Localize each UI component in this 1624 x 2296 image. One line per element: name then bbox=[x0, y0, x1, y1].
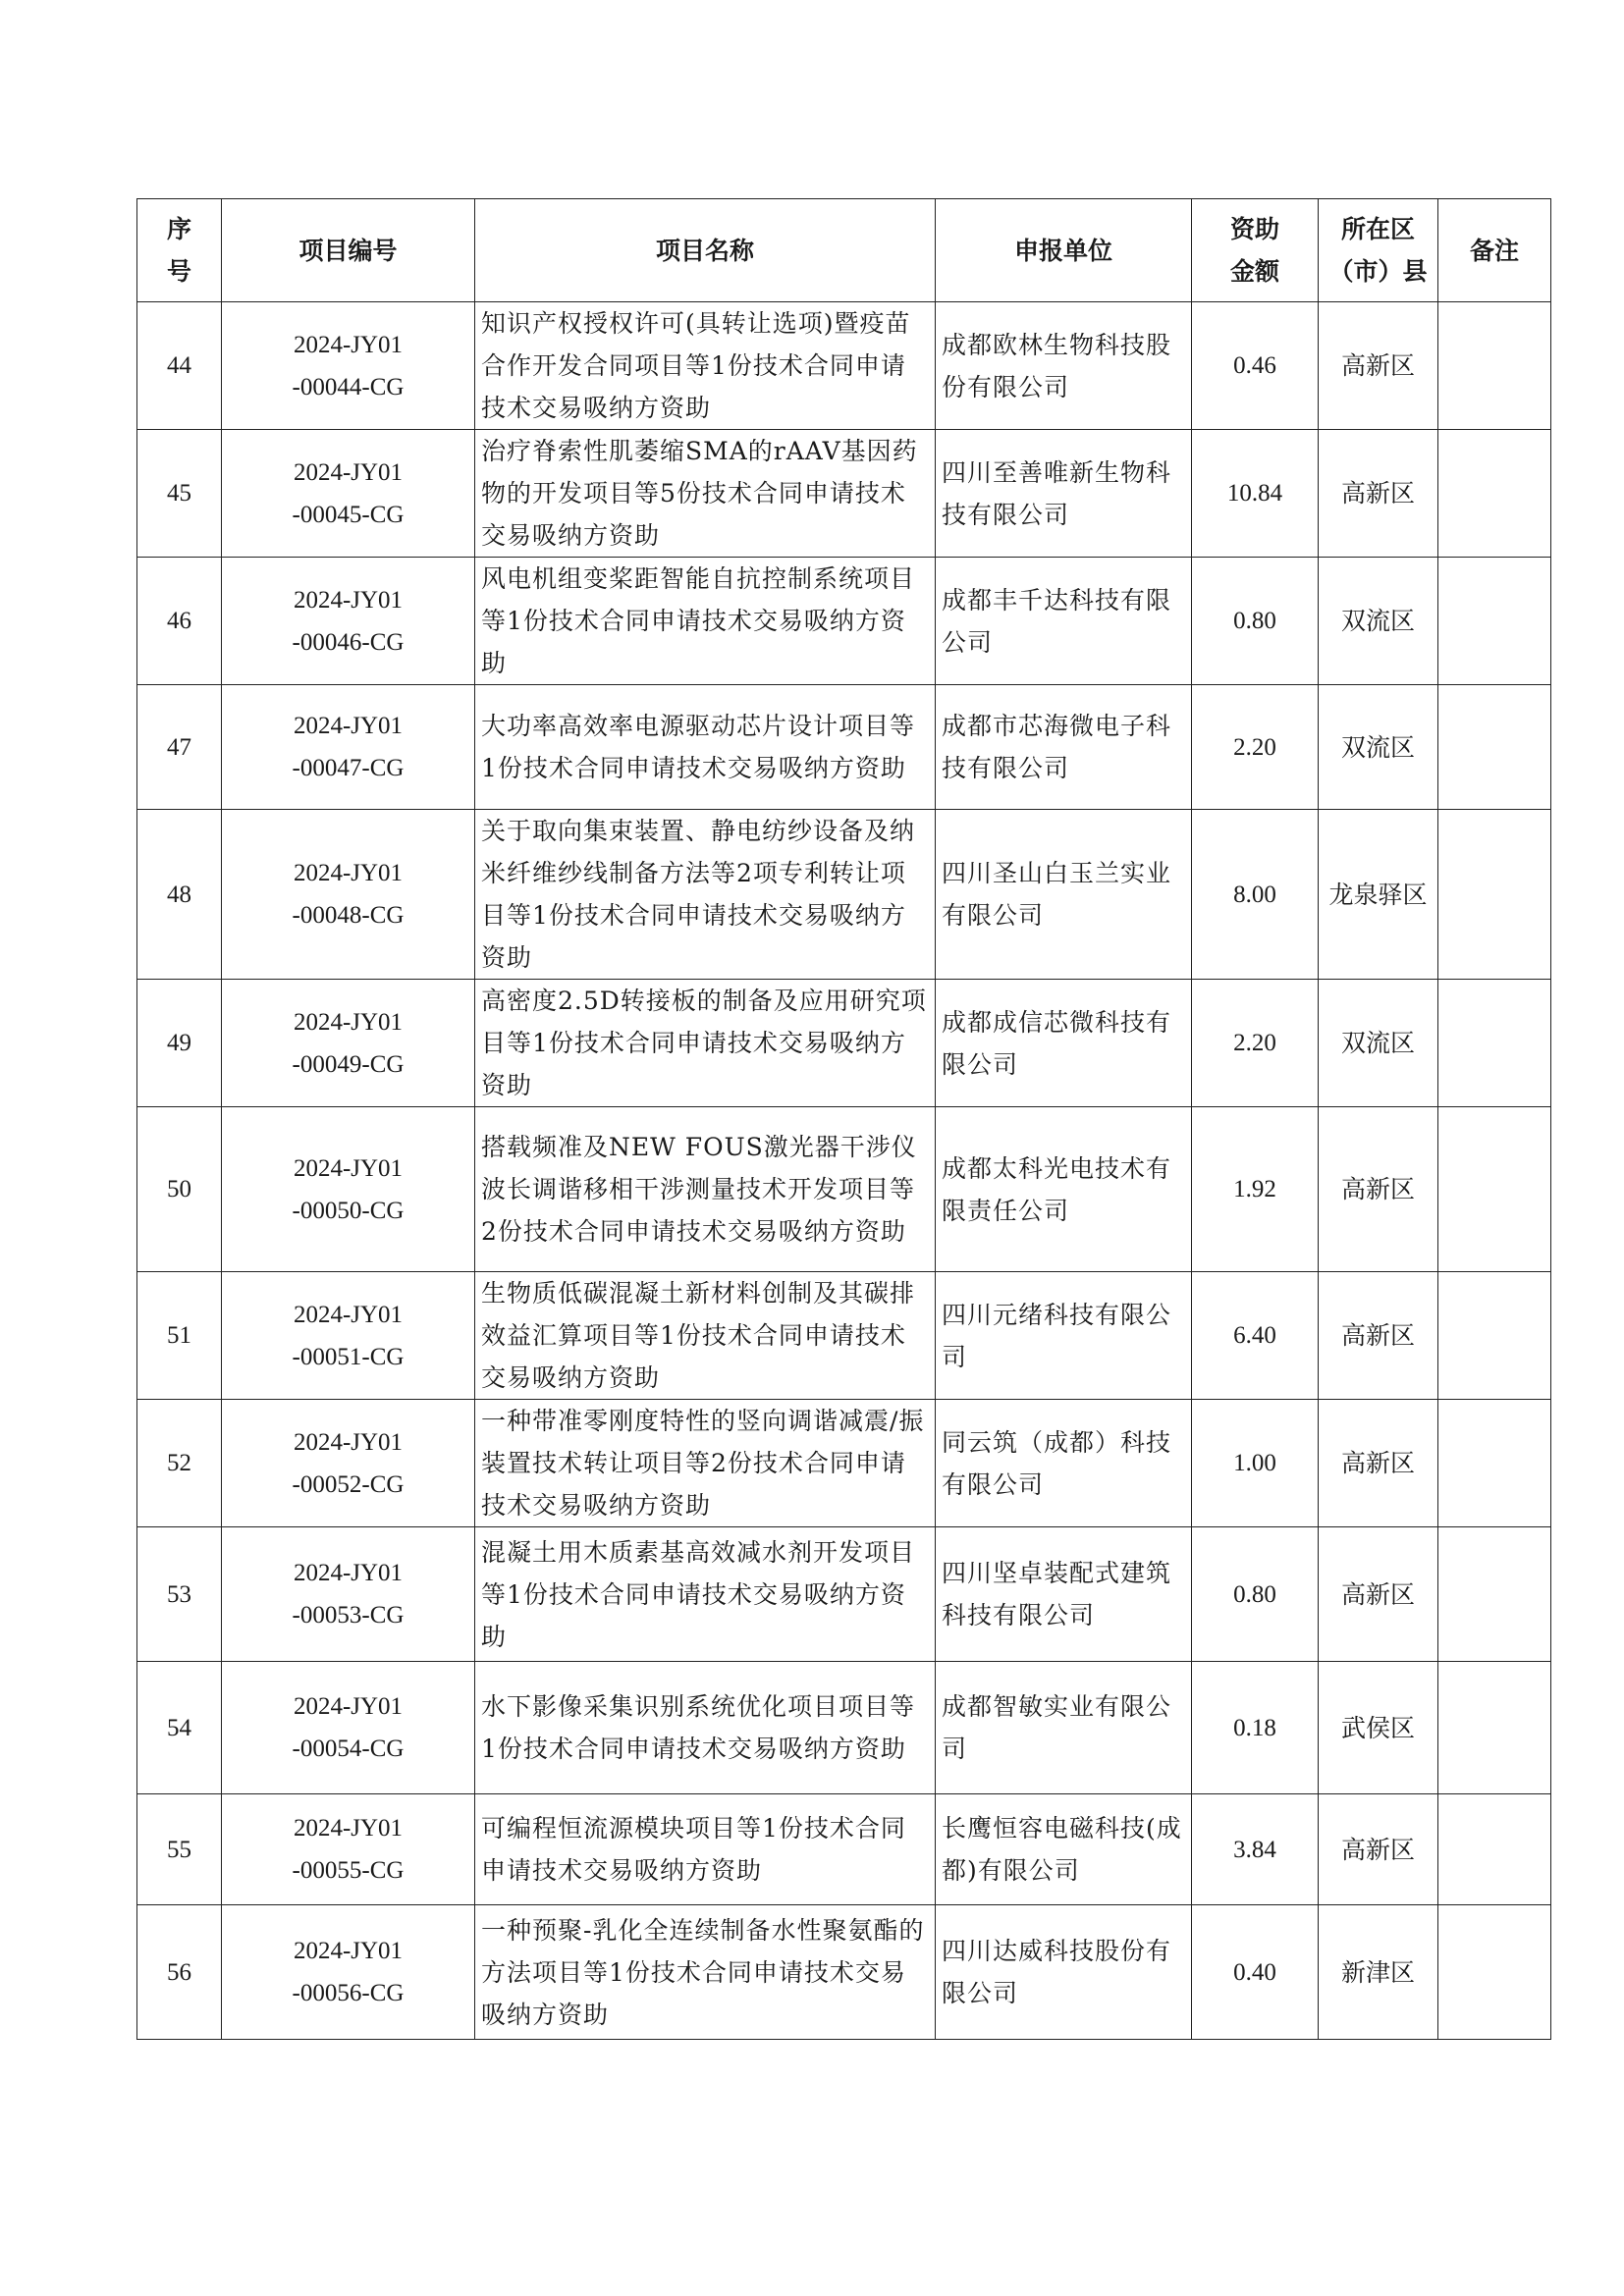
cell-district: 高新区 bbox=[1319, 1794, 1438, 1905]
cell-name: 生物质低碳混凝土新材料创制及其碳排效益汇算项目等1份技术合同申请技术交易吸纳方资助 bbox=[475, 1272, 936, 1400]
cell-district: 新津区 bbox=[1319, 1905, 1438, 2040]
table-row bbox=[137, 1794, 1551, 1905]
cell-code-line: -00054-CG bbox=[292, 1735, 405, 1762]
cell-name: 可编程恒流源模块项目等1份技术合同申请技术交易吸纳方资助 bbox=[475, 1794, 936, 1905]
cell-unit: 四川元绪科技有限公司 bbox=[936, 1272, 1192, 1400]
cell-code bbox=[222, 1527, 475, 1662]
cell-amount: 0.40 bbox=[1192, 1905, 1319, 2040]
cell-seq: 48 bbox=[137, 810, 222, 980]
table-row bbox=[137, 1527, 1551, 1662]
header-seq bbox=[137, 199, 222, 302]
cell-code-line: -00055-CG bbox=[292, 1857, 405, 1884]
cell-amount: 10.84 bbox=[1192, 430, 1319, 558]
cell-code bbox=[222, 1107, 475, 1272]
cell-code-line: 2024-JY01 bbox=[293, 1815, 404, 1842]
cell-name: 风电机组变桨距智能自抗控制系统项目等1份技术合同申请技术交易吸纳方资助 bbox=[475, 558, 936, 685]
cell-code-line: 2024-JY01 bbox=[293, 1693, 404, 1720]
cell-code bbox=[222, 1905, 475, 2040]
cell-code-line: 2024-JY01 bbox=[293, 1560, 404, 1586]
cell-code-line: 2024-JY01 bbox=[293, 458, 404, 486]
cell-code bbox=[222, 1794, 475, 1905]
cell-unit: 长鹰恒容电磁科技(成都)有限公司 bbox=[936, 1794, 1192, 1905]
cell-code-line: 2024-JY01 bbox=[293, 1301, 404, 1328]
cell-name: 水下影像采集识别系统优化项目项目等1份技术合同申请技术交易吸纳方资助 bbox=[475, 1662, 936, 1794]
cell-code bbox=[222, 1662, 475, 1794]
table-row bbox=[137, 1905, 1551, 2040]
cell-remark bbox=[1438, 980, 1551, 1107]
cell-name: 一种带准零刚度特性的竖向调谐减震/振装置技术转让项目等2份技术合同申请技术交易吸纳方资助 bbox=[475, 1400, 936, 1527]
cell-unit: 四川至善唯新生物科技有限公司 bbox=[936, 430, 1192, 558]
header-district-line: 所在区 bbox=[1340, 215, 1415, 243]
cell-unit: 四川坚卓装配式建筑科技有限公司 bbox=[936, 1527, 1192, 1662]
cell-amount: 0.46 bbox=[1192, 302, 1319, 430]
table-row bbox=[137, 685, 1551, 810]
cell-amount: 8.00 bbox=[1192, 810, 1319, 980]
cell-remark bbox=[1438, 1400, 1551, 1527]
cell-code-line: 2024-JY01 bbox=[293, 1008, 404, 1036]
cell-code-line: -00046-CG bbox=[292, 628, 405, 656]
cell-district: 高新区 bbox=[1319, 302, 1438, 430]
cell-unit: 四川达威科技股份有限公司 bbox=[936, 1905, 1192, 2040]
cell-code-line: -00048-CG bbox=[292, 902, 405, 929]
cell-seq: 49 bbox=[137, 980, 222, 1107]
cell-code-line: -00052-CG bbox=[292, 1470, 405, 1498]
cell-code-line: -00051-CG bbox=[292, 1343, 405, 1370]
cell-code-line: -00044-CG bbox=[292, 373, 405, 400]
cell-name: 高密度2.5D转接板的制备及应用研究项目等1份技术合同申请技术交易吸纳方资助 bbox=[475, 980, 936, 1107]
table-row bbox=[137, 980, 1551, 1107]
cell-code bbox=[222, 1272, 475, 1400]
header-remark: 备注 bbox=[1438, 199, 1551, 302]
cell-code-line: -00056-CG bbox=[292, 1980, 405, 2006]
cell-code bbox=[222, 810, 475, 980]
table-row bbox=[137, 1272, 1551, 1400]
cell-code bbox=[222, 430, 475, 558]
cell-remark bbox=[1438, 1794, 1551, 1905]
header-unit: 申报单位 bbox=[936, 199, 1192, 302]
header-amount-line: 金额 bbox=[1229, 257, 1279, 286]
cell-name: 治疗脊索性肌萎缩SMA的rAAV基因药物的开发项目等5份技术合同申请技术交易吸纳方资助 bbox=[475, 430, 936, 558]
cell-name: 搭载频准及NEW FOUS激光器干涉仪波长调谐移相干涉测量技术开发项目等2份技术合同申请技术交易吸纳方资助 bbox=[475, 1107, 936, 1272]
cell-remark bbox=[1438, 810, 1551, 980]
cell-district: 高新区 bbox=[1319, 1400, 1438, 1527]
cell-seq: 44 bbox=[137, 302, 222, 430]
cell-code-line: 2024-JY01 bbox=[293, 1938, 404, 1964]
cell-amount: 1.00 bbox=[1192, 1400, 1319, 1527]
cell-unit: 成都太科光电技术有限责任公司 bbox=[936, 1107, 1192, 1272]
cell-code bbox=[222, 685, 475, 810]
cell-district: 高新区 bbox=[1319, 1272, 1438, 1400]
cell-amount: 1.92 bbox=[1192, 1107, 1319, 1272]
header-amount-line: 资助 bbox=[1229, 215, 1279, 243]
header-code: 项目编号 bbox=[222, 199, 475, 302]
cell-remark bbox=[1438, 1272, 1551, 1400]
cell-remark bbox=[1438, 1527, 1551, 1662]
header-seq-line: 序 bbox=[166, 215, 191, 243]
header-name: 项目名称 bbox=[475, 199, 936, 302]
cell-seq: 50 bbox=[137, 1107, 222, 1272]
cell-district: 双流区 bbox=[1319, 685, 1438, 810]
cell-amount: 3.84 bbox=[1192, 1794, 1319, 1905]
header-district-line: （市）县 bbox=[1328, 257, 1428, 286]
cell-seq: 45 bbox=[137, 430, 222, 558]
cell-amount: 0.80 bbox=[1192, 1527, 1319, 1662]
cell-code-line: 2024-JY01 bbox=[293, 713, 404, 739]
cell-district: 高新区 bbox=[1319, 430, 1438, 558]
table-row bbox=[137, 1107, 1551, 1272]
header-row bbox=[137, 199, 1551, 302]
table-row bbox=[137, 1400, 1551, 1527]
funding-table bbox=[136, 198, 1551, 2040]
cell-name: 一种预聚-乳化全连续制备水性聚氨酯的方法项目等1份技术合同申请技术交易吸纳方资助 bbox=[475, 1905, 936, 2040]
table-row bbox=[137, 302, 1551, 430]
cell-code bbox=[222, 302, 475, 430]
cell-seq: 51 bbox=[137, 1272, 222, 1400]
cell-remark bbox=[1438, 685, 1551, 810]
cell-seq: 47 bbox=[137, 685, 222, 810]
cell-name: 知识产权授权许可(具转让选项)暨疫苗合作开发合同项目等1份技术合同申请技术交易吸纳方资助 bbox=[475, 302, 936, 430]
cell-unit: 成都智敏实业有限公司 bbox=[936, 1662, 1192, 1794]
cell-code-line: -00050-CG bbox=[292, 1197, 405, 1224]
cell-remark bbox=[1438, 1662, 1551, 1794]
cell-code-line: -00047-CG bbox=[292, 755, 405, 781]
cell-name: 混凝土用木质素基高效减水剂开发项目等1份技术合同申请技术交易吸纳方资助 bbox=[475, 1527, 936, 1662]
cell-remark bbox=[1438, 558, 1551, 685]
cell-code-line: 2024-JY01 bbox=[293, 860, 404, 886]
cell-code-line: 2024-JY01 bbox=[293, 1428, 404, 1456]
cell-unit: 四川圣山白玉兰实业有限公司 bbox=[936, 810, 1192, 980]
cell-seq: 54 bbox=[137, 1662, 222, 1794]
cell-amount: 2.20 bbox=[1192, 980, 1319, 1107]
cell-code-line: -00053-CG bbox=[292, 1602, 405, 1629]
cell-name: 大功率高效率电源驱动芯片设计项目等1份技术合同申请技术交易吸纳方资助 bbox=[475, 685, 936, 810]
cell-code bbox=[222, 558, 475, 685]
cell-seq: 56 bbox=[137, 1905, 222, 2040]
cell-district: 双流区 bbox=[1319, 980, 1438, 1107]
cell-unit: 成都市芯海微电子科技有限公司 bbox=[936, 685, 1192, 810]
cell-remark bbox=[1438, 1905, 1551, 2040]
cell-name: 关于取向集束装置、静电纺纱设备及纳米纤维纱线制备方法等2项专利转让项目等1份技术合同申请技术交易吸纳方资助 bbox=[475, 810, 936, 980]
cell-district: 高新区 bbox=[1319, 1527, 1438, 1662]
table-row bbox=[137, 558, 1551, 685]
cell-amount: 6.40 bbox=[1192, 1272, 1319, 1400]
cell-amount: 0.80 bbox=[1192, 558, 1319, 685]
cell-unit: 同云筑（成都）科技有限公司 bbox=[936, 1400, 1192, 1527]
header-amount bbox=[1192, 199, 1319, 302]
header-seq-line: 号 bbox=[166, 257, 191, 286]
cell-seq: 52 bbox=[137, 1400, 222, 1527]
cell-unit: 成都欧林生物科技股份有限公司 bbox=[936, 302, 1192, 430]
cell-code-line: 2024-JY01 bbox=[293, 586, 404, 614]
cell-remark bbox=[1438, 302, 1551, 430]
cell-amount: 2.20 bbox=[1192, 685, 1319, 810]
cell-code-line: -00049-CG bbox=[292, 1050, 405, 1078]
cell-amount: 0.18 bbox=[1192, 1662, 1319, 1794]
cell-code-line: 2024-JY01 bbox=[293, 1154, 404, 1182]
cell-code-line: -00045-CG bbox=[292, 501, 405, 528]
cell-seq: 55 bbox=[137, 1794, 222, 1905]
cell-district: 龙泉驿区 bbox=[1319, 810, 1438, 980]
table-row bbox=[137, 810, 1551, 980]
table-row bbox=[137, 430, 1551, 558]
cell-district: 双流区 bbox=[1319, 558, 1438, 685]
cell-code bbox=[222, 1400, 475, 1527]
cell-district: 武侯区 bbox=[1319, 1662, 1438, 1794]
cell-seq: 46 bbox=[137, 558, 222, 685]
cell-remark bbox=[1438, 1107, 1551, 1272]
cell-unit: 成都成信芯微科技有限公司 bbox=[936, 980, 1192, 1107]
cell-district: 高新区 bbox=[1319, 1107, 1438, 1272]
cell-code-line: 2024-JY01 bbox=[293, 331, 404, 358]
cell-unit: 成都丰千达科技有限公司 bbox=[936, 558, 1192, 685]
cell-code bbox=[222, 980, 475, 1107]
cell-remark bbox=[1438, 430, 1551, 558]
table-row bbox=[137, 1662, 1551, 1794]
header-district bbox=[1319, 199, 1438, 302]
cell-seq: 53 bbox=[137, 1527, 222, 1662]
